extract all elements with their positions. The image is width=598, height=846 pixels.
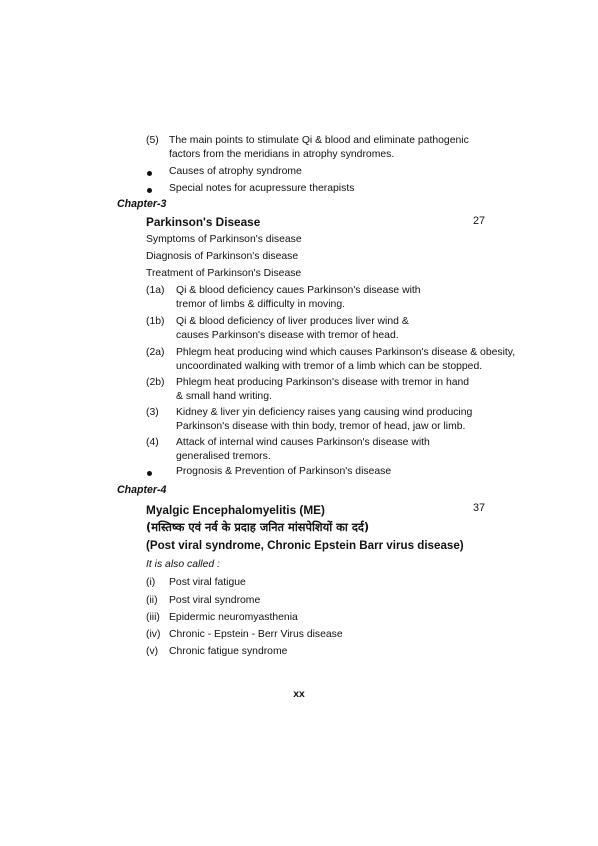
item-number: (2b) bbox=[146, 377, 165, 388]
topic-line: Diagnosis of Parkinson's disease bbox=[146, 251, 299, 262]
bullet-icon bbox=[147, 171, 152, 176]
page-number: 27 bbox=[473, 215, 486, 227]
item-text: Epidermic neuromyasthenia bbox=[169, 612, 298, 623]
chapter-title: Myalgic Encephalomyelitis (ME) bbox=[146, 503, 325, 517]
item-text: Qi & blood deficiency of liver produces liver wind & causes Parkinson's disease with tremor of head. bbox=[176, 316, 409, 341]
item-text: Post viral fatigue bbox=[169, 577, 246, 588]
item-number: (3) bbox=[146, 407, 159, 418]
item-number: (iv) bbox=[146, 629, 161, 640]
item-text: Chronic fatigue syndrome bbox=[169, 646, 288, 657]
bullet-text: Special notes for acupressure therapists bbox=[169, 183, 355, 194]
item-text: Phlegm heat producing wind which causes Parkinson's disease & obesity, uncoordinated walking with tremor of a limb which can be stopped. bbox=[176, 347, 516, 372]
item-text: Chronic - Epstein - Berr Virus disease bbox=[169, 629, 343, 640]
item-text: Phlegm heat producing Parkinson's disease with tremor in hand & small hand writing. bbox=[176, 377, 470, 402]
item-number: (2a) bbox=[146, 347, 165, 358]
item-number: (v) bbox=[146, 646, 159, 657]
hindi-subtitle: (मस्तिष्क एवं नर्व के प्रदाह जनित मांसपेशियों का दर्द) bbox=[146, 520, 370, 534]
item-number: (iii) bbox=[146, 612, 160, 623]
topic-line: Symptoms of Parkinson's disease bbox=[146, 234, 302, 245]
item-number: (i) bbox=[146, 577, 156, 588]
item-number: (1b) bbox=[146, 316, 165, 327]
item-text: Post viral syndrome bbox=[169, 595, 261, 606]
item-number: (ii) bbox=[146, 595, 158, 606]
also-called-label: It is also called : bbox=[146, 559, 220, 570]
item-number: (4) bbox=[146, 437, 159, 448]
bullet-text: Prognosis & Prevention of Parkinson's disease bbox=[176, 466, 392, 477]
item-text: The main points to stimulate Qi & blood and eliminate pathogenic factors from the meridians in atrophy syndromes. bbox=[169, 135, 469, 160]
chapter-label: Chapter-3 bbox=[117, 198, 167, 210]
alternate-names: (Post viral syndrome, Chronic Epstein Barr virus disease) bbox=[146, 539, 464, 552]
chapter-title: Parkinson's Disease bbox=[146, 215, 261, 229]
bullet-text: Causes of atrophy syndrome bbox=[169, 166, 302, 177]
chapter-label: Chapter-4 bbox=[117, 484, 167, 496]
bullet-icon bbox=[147, 471, 152, 476]
item-number: (1a) bbox=[146, 285, 165, 296]
item-text: Attack of internal wind causes Parkinson's disease with generalised tremors. bbox=[176, 437, 430, 462]
item-text: Qi & blood deficiency caues Parkinson's disease with tremor of limbs & difficulty in moving. bbox=[176, 285, 421, 310]
page-footer-number: xx bbox=[293, 689, 305, 700]
topic-line: Treatment of Parkinson's Disease bbox=[146, 268, 302, 279]
item-number: (5) bbox=[146, 135, 159, 146]
page-number: 37 bbox=[473, 502, 486, 514]
item-text: Kidney & liver yin deficiency raises yang causing wind producing Parkinson's disease with thin body, tremor of head, jaw or limb. bbox=[176, 407, 473, 432]
bullet-icon bbox=[147, 188, 152, 193]
